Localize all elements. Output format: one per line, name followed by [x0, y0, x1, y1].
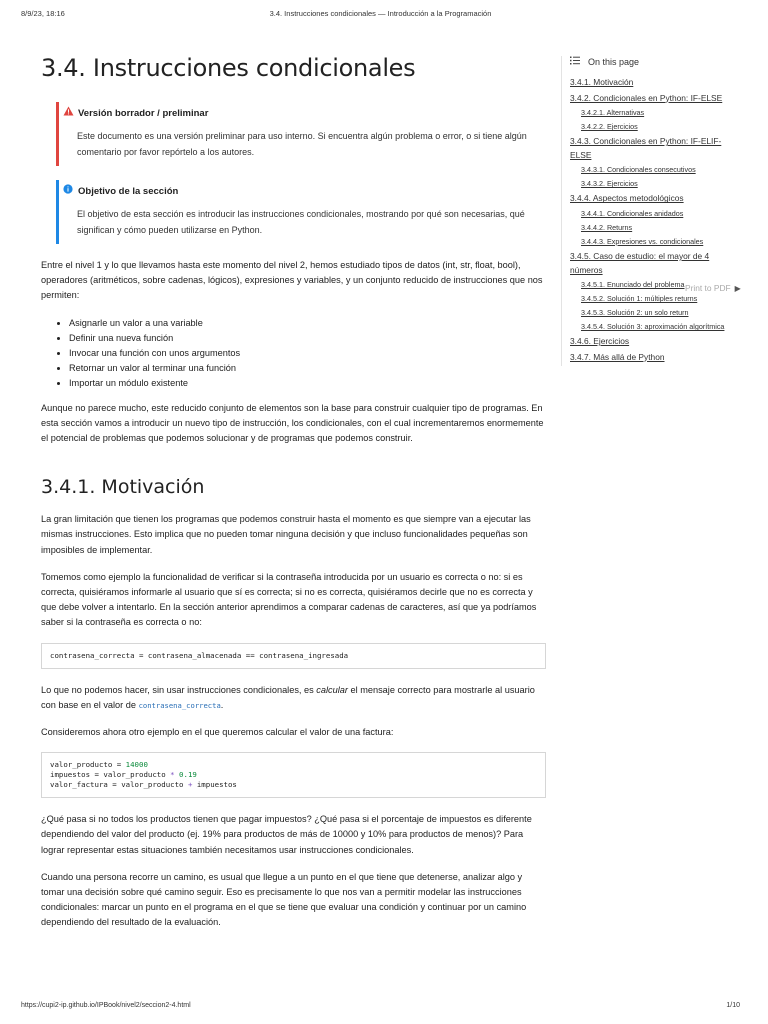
table-of-contents: [561, 56, 730, 366]
toc-subitem[interactable]: 3.4.3.2. Ejercicios: [581, 179, 638, 189]
print-doc-title: 3.4. Instrucciones condicionales — Introducción a la Programación: [269, 9, 492, 18]
list-item: • Asignarle un valor a una variable: [69, 316, 546, 331]
toc-item[interactable]: 3.4.2. Condicionales en Python: IF-ELSE: [570, 92, 723, 103]
toc-subitem[interactable]: 3.4.5.1. Enunciado del problema: [581, 280, 685, 290]
paragraph: Consideremos ahora otro ejemplo en el que queremos calcular el valor de una factura:: [41, 727, 394, 738]
list-item: • Invocar una función con unos argumentos: [69, 346, 546, 361]
toc-subitem[interactable]: 3.4.3.1. Condicionales consecutivos: [581, 165, 696, 175]
toc-subitem[interactable]: 3.4.2.1. Alternativas: [581, 108, 645, 118]
intro-paragraph: Entre el nivel 1 y lo que llevamos hasta este momento del nivel 2, hemos estudiado tipos de datos (int, str, float, bool), operadores (aritméticos, sobre cadenas, lógicos), expresiones y variables, y un conjunto reducido de instrucciones que nos permiten:: [41, 260, 543, 301]
warning-title: Versión borrador / preliminar: [78, 108, 209, 119]
toc-header: [570, 56, 730, 68]
objective-title: Objetivo de la sección: [78, 186, 179, 197]
toc-item[interactable]: 3.4.3. Condicionales en Python: IF-ELIF-ELSE: [570, 136, 722, 160]
list-item: • Definir una nueva función: [69, 331, 546, 346]
print-datetime: 8/9/23, 18:16: [21, 9, 65, 18]
print-footer: [21, 1002, 740, 1014]
paragraph: Cuando una persona recorre un camino, es usual que llegue a un punto en el que tiene que detenerse, analizar algo y tomar una decisión sobre qué camino seguir. Eso es precisamente lo que nos van a permitir modelar las instrucciones condicionales: marcar un punto en el programa en el que se tiene que evaluar una condición y continuar por un camino dependiendo del resultado de la evaluación.: [41, 871, 527, 928]
list-item: • Retornar un valor al terminar una función: [69, 361, 546, 376]
paragraph: Aunque no parece mucho, este reducido conjunto de elementos son la base para construir cualquier tipo de programas. En esta sección vamos a introducir un nuevo tipo de instrucción, los condicionales, con el cual incrementaremos enormemente el potencial de problemas que podemos solucionar y de programas que podemos construir.: [41, 402, 544, 444]
toc-subitem[interactable]: 3.4.5.2. Solución 1: múltiples returns: [581, 294, 698, 304]
info-circle-icon: [63, 184, 75, 200]
paragraph: Tomemos como ejemplo la funcionalidad de verificar si la contraseña introducida por un usuario es correcta o no: si es correcta, quisiéramos informarle al usuario que sí es correcta; si no es correcta, quisiéramos decirle que no es correcta y que debe volver a intentarlo. En la sección anterior aprendimos a comparar cadenas de caracteres, así que ya podríamos saber si la contraseña es correcta o no:: [41, 571, 537, 628]
page-number: 1/10: [726, 1002, 740, 1009]
toc-item[interactable]: 3.4.4. Aspectos metodológicos: [570, 193, 684, 204]
objective-text: El objetivo de esta sección es introducir las instrucciones condicionales, mostrando por qué son necesarias, qué significan y cómo pueden utilizarse en Python.: [77, 209, 525, 235]
paragraph: ¿Qué pasa si no todos los productos tienen que pagar impuestos? ¿Qué pasa si el porcentaje de impuestos es diferente dependiendo del valor del producto (ej. 19% para productos de más de 10000 y 10% para productos de menos)? Para lograr representar estas situaciones también necesitamos usar instrucciones condicionales.: [41, 814, 532, 855]
warning-triangle-icon: [63, 106, 75, 122]
paragraph: Lo que no podemos hacer, sin usar instrucciones condicionales, es calcular el mensaje correcto para mostrarle al usuario con base en el valor de contrasena_correcta.: [41, 684, 535, 710]
paragraph: La gran limitación que tienen los programas que podemos construir hasta el momento es que siempre van a ejecutar las mismas instrucciones. Esto implica que no pueden tomar ninguna decisión y que incluso funcionalidades pequeñas son imposibles de implementar.: [41, 514, 531, 555]
print-header: [21, 9, 740, 23]
code-block: valor_producto = 14000 impuestos = valor_producto * 0.19 valor_factura = valor_producto + impuestos: [41, 752, 546, 798]
warning-admonition: [56, 102, 546, 166]
print-to-pdf-label: Print to PDF: [685, 283, 731, 293]
section-title: 3.4.1. Motivación: [41, 476, 205, 499]
instruction-list: [41, 316, 546, 391]
toc-item[interactable]: 3.4.5. Caso de estudio: el mayor de 4 números: [570, 250, 710, 275]
warning-text: Este documento es una versión preliminar para uso interno. Si encuentra algún problema o error, o si tiene algún comentario por favor repórtelo a los autores.: [77, 131, 527, 157]
toc-header-label: On this page: [588, 57, 640, 67]
toc-item[interactable]: 3.4.6. Ejercicios: [570, 336, 630, 347]
toc-subitem[interactable]: 3.4.2.2. Ejercicios: [581, 122, 638, 132]
toc-list: [570, 76, 730, 364]
play-triangle-icon: ▶: [734, 283, 741, 293]
toc-subitem[interactable]: 3.4.4.1. Condicionales anidados: [581, 208, 684, 218]
toc-item[interactable]: 3.4.1. Motivación: [570, 77, 634, 87]
page-title: 3.4. Instrucciones condicionales: [41, 54, 416, 82]
toc-item[interactable]: 3.4.7. Más allá de Python: [570, 351, 665, 362]
objective-admonition: [56, 180, 546, 244]
print-to-pdf-button[interactable]: [685, 283, 741, 293]
toc-subitem[interactable]: 3.4.5.4. Solución 3: aproximación algorítmica: [581, 322, 725, 332]
inline-code: contrasena_correcta: [138, 700, 221, 710]
code-block: contrasena_correcta = contrasena_almacenada == contrasena_ingresada: [41, 643, 546, 669]
main-content: [41, 54, 546, 943]
print-url: https://cupi2-ip.github.io/IPBook/nivel2/seccion2-4.html: [21, 1002, 191, 1009]
toc-subitem[interactable]: 3.4.4.2. Returns: [581, 222, 633, 232]
toc-subitem[interactable]: 3.4.4.3. Expresiones vs. condicionales: [581, 236, 704, 246]
list-icon: [570, 56, 582, 68]
toc-subitem[interactable]: 3.4.5.3. Solución 2: un solo return: [581, 308, 689, 318]
list-item: • Importar un módulo existente: [69, 376, 546, 391]
